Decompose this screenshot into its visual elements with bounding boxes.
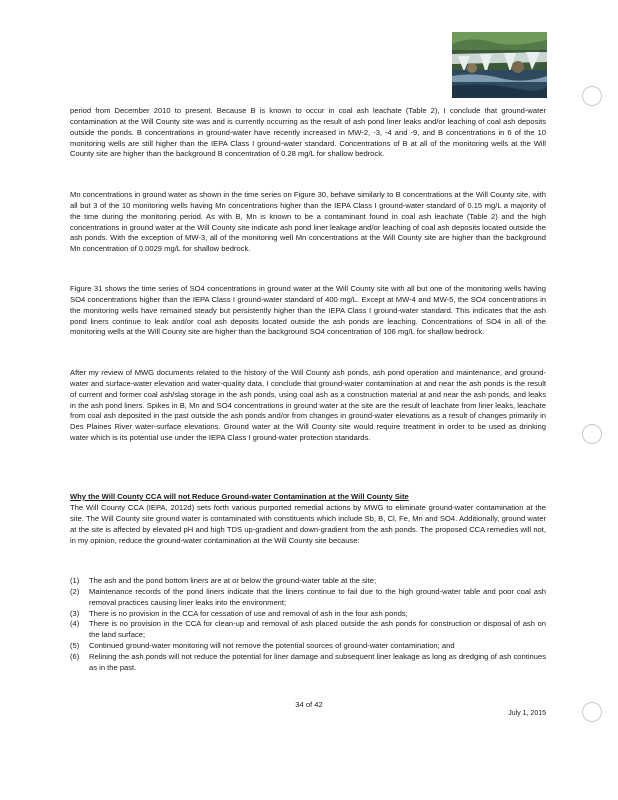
paragraph-sulfate: Figure 31 shows the time series of SO4 concentrations in ground water at the Will County site with all but one of the monitoring wells having SO4 concentrations higher than the IEPA Class I ground-water standard of 400 mg/L. Except at MW-4 and MW-5, the SO4 concentrations in the monitoring wells have remained steady but persistently higher than the IEPA Class I ground-water standard. This indicates that the ash pond liners continue to leak and/or coal ash deposits located outside the ash ponds are leaching. Concentrations of SO4 in all of the monitoring wells at the Will County site are higher than the background SO4 concentration of 106 mg/L for shallow bedrock. — [70, 284, 546, 337]
section-paragraph: The Will County CCA (IEPA, 2012d) sets forth various purported remedial actions by MWG to eliminate ground-water contamination at the site. The Will County site ground water is contaminated with constituents which include Sb, B, Cl, Fe, Mn and SO4. Additionally, ground water at the site is affected by elevated pH and high TDS up-gradient and down-gradient from the ash ponds. The proposed CCA remedies will not, in my opinion, reduce the ground-water contamination at the Will County site because: — [70, 503, 546, 545]
list-item: (2) Maintenance records of the pond liners indicate that the liners continue to fail due to the high ground-water table and poor coal ash removal practices causing liner leaks into the environment; — [70, 586, 546, 607]
list-item: (4) There is no provision in the CCA for clean-up and removal of ash placed outside the ash ponds for construction or disposal of ash on the land surface; — [70, 619, 546, 640]
punch-hole-middle — [582, 424, 602, 444]
waterfall-logo — [452, 32, 547, 98]
footer-date: July 1, 2015 — [508, 710, 546, 717]
list-item: (6) Relining the ash ponds will not reduce the potential for liner damage and subsequent liner leakage as long as dredging of ash continues as in the past. — [70, 651, 546, 672]
reasons-list — [70, 576, 546, 674]
page-number: 34 of 42 — [295, 700, 323, 709]
list-item: (3) There is no provision in the CCA for cessation of use and removal of ash in the four ash ponds; — [70, 608, 408, 618]
punch-hole-top — [582, 86, 602, 106]
section-heading: Why the Will County CCA will not Reduce Ground-water Contamination at the Will County Site — [70, 492, 409, 501]
paragraph-conclusion: After my review of MWG documents related to the history of the Will County ash ponds, ash pond operation and maintenance, and ground-water and surface-water elevation and water-quality data, I conclude that ground-water contamination at and near the ash ponds is the result of current and former coal ash/slag storage in the ash ponds, using coal ash as a construction material at and near the ash ponds, and leaks in the ash pond liners. Spikes in B, Mn and SO4 concentrations in ground water at the site are the result of leachate from liner leaks, leachate from coal ash deposited in the past outside the ash ponds and/or from changes in ground-water elevations as a result of changes primarily in Des Plaines River water-surface elevations. Ground water at the Will County site would require treatment in order to be used as drinking water which is its potential use under the IEPA Class I ground-water protection standards. — [70, 368, 546, 443]
list-item: (1) The ash and the pond bottom liners are at or below the ground-water table at the site; — [70, 576, 377, 585]
paragraph-boron: period from December 2010 to present. Because B is known to occur in coal ash leachate (Table 2), I conclude that ground-water contamination at the Will County site was and is currently occurring as the result of ash pond liner leaks and/or leaching of coal ash deposits outside the ponds. B concentrations in ground-water have recently increased in MW-2, -3, -4 and -9, and B concentrations in 6 of the 10 monitoring wells are still higher than the IEPA Class I ground-water standard. Concentrations of B at all of the monitoring wells at the Will County site are higher than the background B concentration of 0.28 mg/L for shallow bedrock. — [70, 106, 546, 159]
list-item: (5) Continued ground-water monitoring will not remove the potential sources of ground-water contamination; and — [70, 641, 455, 651]
paragraph-manganese: Mn concentrations in ground water as shown in the time series on Figure 30, behave similarly to B concentrations at the Will County site, with all but 3 of the 10 monitoring wells having Mn concentrations higher than the IEPA Class I ground-water standard of 0.15 mg/L a majority of the time during the monitoring period. As with B, Mn is known to be a contaminant found in coal ash leachate (Table 2) and the high concentrations in ground water at the Will County site indicate ash pond liner leakage and/or leaching of coal ash deposits located outside the ash ponds. With the exception of MW-3, all of the monitoring well Mn concentrations at the Will County site are higher than the background Mn concentration of 0.0029 mg/L for shallow bedrock. — [70, 190, 546, 254]
